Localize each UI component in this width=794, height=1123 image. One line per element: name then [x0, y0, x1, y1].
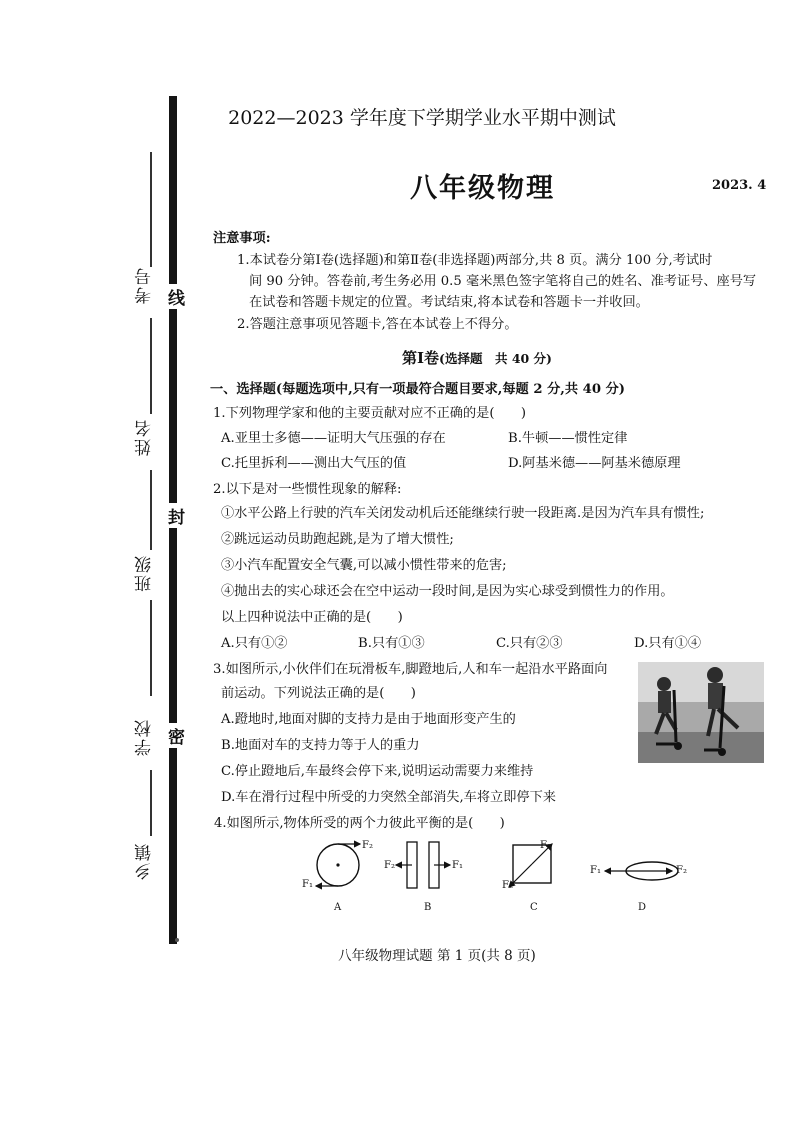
q2-statement: ①水平公路上行驶的汽车关闭发动机后还能继续行驶一段距离.是因为汽车具有惯性;	[221, 506, 705, 521]
seal-char-line: 线	[168, 284, 185, 309]
scooter-photo	[638, 662, 764, 763]
seal-char-seal: 封	[168, 503, 185, 528]
fig-d-f1-label: F₁	[590, 865, 601, 876]
field-underline	[150, 770, 152, 836]
section-title-sub: (选择题 共 40 分)	[439, 351, 552, 366]
q4-stem: 4.如图所示,物体所受的两个力彼此平衡的是( )	[214, 816, 505, 831]
figure-d-ellipse	[605, 862, 678, 880]
fig-c-f1-label: F₁	[540, 840, 551, 851]
field-underline	[150, 152, 152, 267]
fig-label-b: B	[424, 902, 432, 913]
fig-c-f2-label: F₂	[502, 880, 513, 891]
figure-b-blocks	[396, 842, 450, 888]
field-label-exam-number: 考号	[135, 266, 155, 304]
seal-char-secret: 密	[168, 723, 185, 748]
q1-stem: 1.下列物理学家和他的主要贡献对应不正确的是( )	[213, 406, 526, 421]
notice-line: 间 90 分钟。答卷前,考生务必用 0.5 毫米黑色签字笔将自己的姓名、准考证号、座号写	[249, 274, 757, 289]
fig-label-a: A	[334, 902, 342, 913]
fig-b-f1-label: F₁	[452, 860, 463, 871]
q2-stem: 2.以下是对一些惯性现象的解释:	[213, 482, 402, 497]
q2-statement: ④抛出去的实心球还会在空中运动一段时间,是因为实心球受到惯性力的作用。	[221, 584, 674, 599]
figure-a-wheel	[316, 844, 360, 886]
fig-label-d: D	[638, 902, 647, 913]
field-underline	[150, 600, 152, 696]
q3-stem: 3.如图所示,小伙伴们在玩滑板车,脚蹬地后,人和车一起沿水平路面向	[213, 662, 608, 677]
q1-option-b: B.牛顿——惯性定律	[508, 431, 628, 446]
q2-option-b: B.只有①③	[358, 636, 425, 651]
q2-statement: ②跳远运动员助跑起跳,是为了增大惯性;	[221, 532, 454, 547]
q3-option-c: C.停止蹬地后,车最终会停下来,说明运动需要力来维持	[221, 764, 534, 779]
q2-prompt: 以上四种说法中正确的是( )	[221, 610, 403, 625]
fig-b-f2-label: F₂	[384, 860, 395, 871]
section-title-main: 第Ⅰ卷	[402, 349, 440, 367]
q3-stem-cont: 前运动。下列说法正确的是( )	[221, 686, 416, 701]
field-label-school: 学校	[135, 718, 155, 756]
fig-a-f2-label: F₂	[362, 840, 373, 851]
q1-option-a: A.亚里士多德——证明大气压强的存在	[221, 431, 446, 446]
q1-option-c: C.托里拆利——测出大气压的值	[221, 456, 407, 471]
notice-heading: 注意事项:	[213, 231, 271, 246]
notice-line: 2.答题注意事项见答题卡,答在本试卷上不得分。	[237, 317, 518, 332]
fig-a-f1-label: F₁	[302, 879, 313, 890]
fig-label-c: C	[530, 902, 538, 913]
q3-option-b: B.地面对车的支持力等于人的重力	[221, 738, 420, 753]
section-title	[0, 347, 794, 368]
section-instruction: 一、选择题(每题选项中,只有一项最符合题目要求,每题 2 分,共 40 分)	[210, 382, 626, 397]
field-label-class: 班级	[135, 554, 155, 592]
field-label-name: 姓名	[135, 418, 155, 456]
notice-line: 在试卷和答题卡规定的位置。考试结束,将本试卷和答题卡一并收回。	[249, 295, 649, 310]
field-underline	[150, 470, 152, 550]
field-label-town: 乡镇	[135, 842, 155, 880]
q2-statement: ③小汽车配置安全气囊,可以减小惯性带来的危害;	[221, 558, 507, 573]
q3-option-a: A.蹬地时,地面对脚的支持力是由于地面形变产生的	[221, 712, 516, 727]
subject-title: 八年级物理	[410, 173, 555, 204]
exam-title: 2022—2023 学年度下学期学业水平期中测试	[228, 107, 616, 129]
q1-option-d: D.阿基米德——阿基米德原理	[508, 456, 681, 471]
notice-line: 1.本试卷分第Ⅰ卷(选择题)和第Ⅱ卷(非选择题)两部分,共 8 页。满分 100 分,考试时	[237, 253, 713, 268]
page-footer: 八年级物理试题 第 1 页(共 8 页)	[338, 948, 536, 964]
q2-option-d: D.只有①④	[634, 636, 702, 651]
q3-option-d: D.车在滑行过程中所受的力突然全部消失,车将立即停下来	[221, 790, 556, 805]
q2-option-c: C.只有②③	[496, 636, 563, 651]
q4-figures	[296, 834, 696, 898]
exam-date: 2023. 4	[712, 178, 767, 193]
fig-d-f2-label: F₂	[676, 865, 687, 876]
punch-dot	[175, 938, 179, 942]
q2-option-a: A.只有①②	[221, 636, 288, 651]
